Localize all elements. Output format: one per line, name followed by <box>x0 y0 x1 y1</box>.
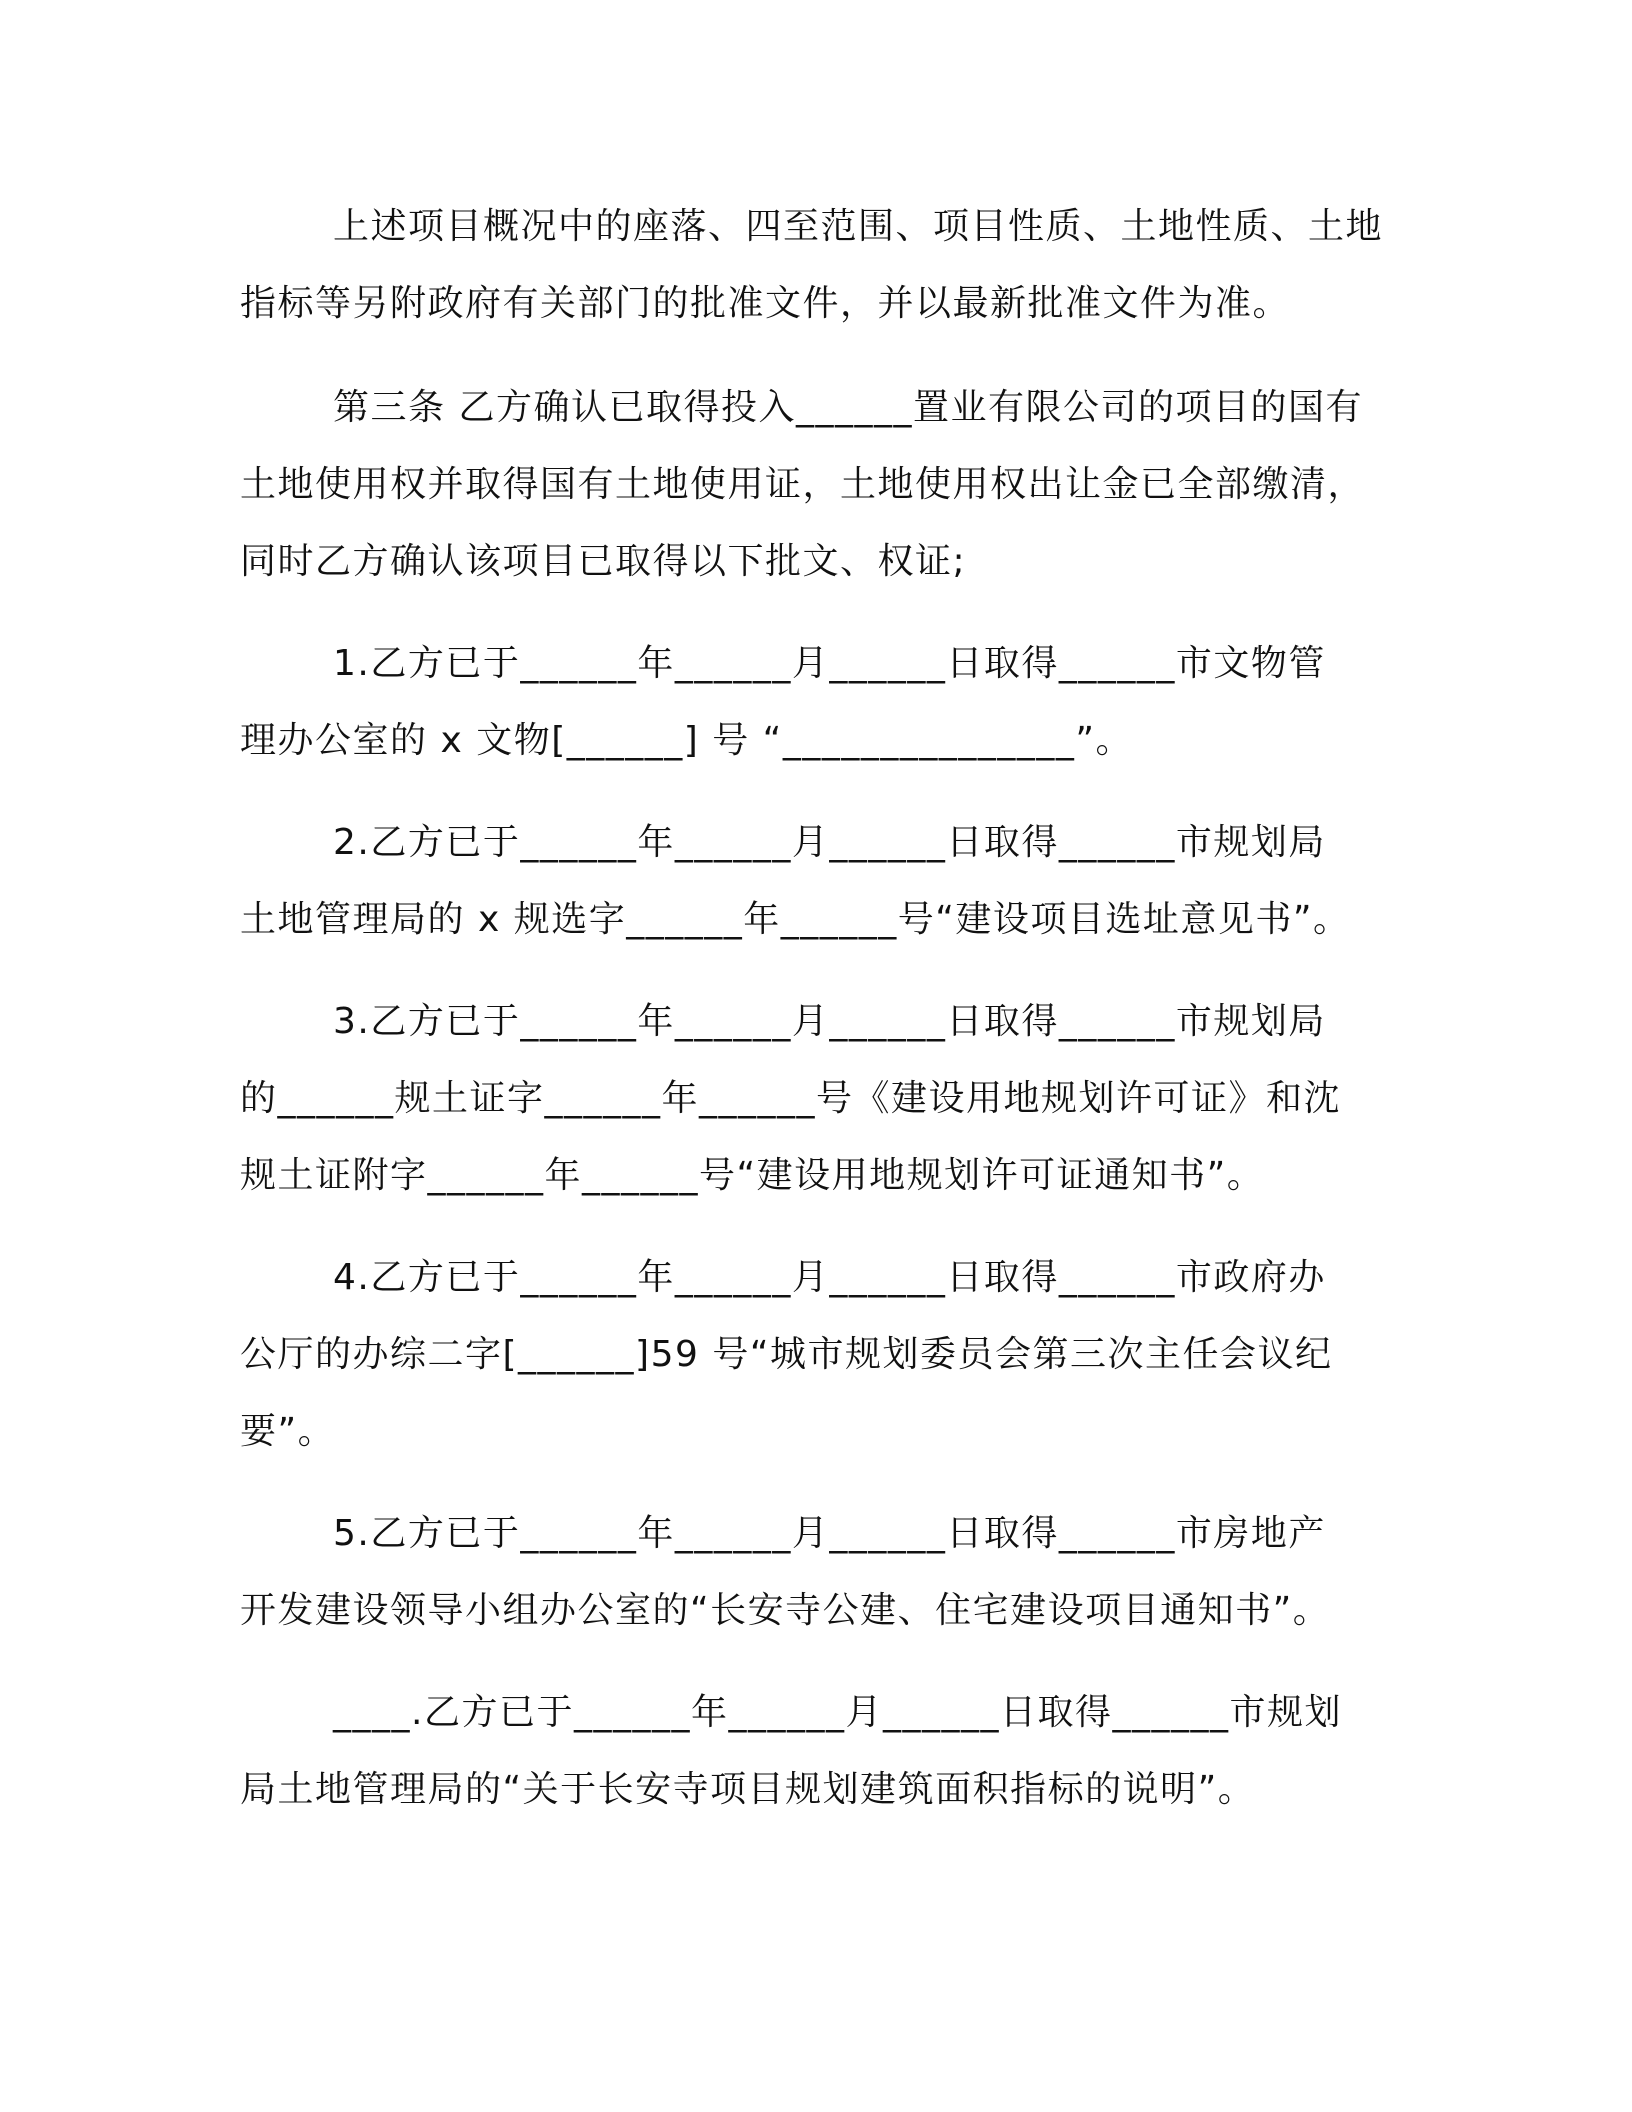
paragraph-item-2 <box>240 804 1370 958</box>
paragraph-item-3 <box>240 983 1370 1214</box>
paragraph-project-overview <box>240 188 1384 342</box>
paragraph-line: 的______规土证字______年______号《建设用地规划许可证》和沈 <box>240 1078 1342 1119</box>
document-page <box>240 188 1384 1828</box>
paragraph-line: 3.乙方已于______年______月______日取得______市规划局 <box>333 1001 1326 1042</box>
paragraph-line: 2.乙方已于______年______月______日取得______市规划局 <box>333 822 1326 863</box>
paragraph-line: 土地管理局的 x 规选字______年______号“建设项目选址意见书”。 <box>240 899 1351 940</box>
paragraph-line: 公厅的办综二字[______]59 号“城市规划委员会第三次主任会议纪 <box>240 1334 1333 1375</box>
paragraph-item-blank <box>240 1674 1370 1828</box>
paragraph-line: 上述项目概况中的座落、四至范围、项目性质、土地性质、土地 <box>333 206 1384 247</box>
paragraph-item-5 <box>240 1495 1370 1649</box>
paragraph-item-4 <box>240 1239 1370 1470</box>
paragraph-line: ____.乙方已于______年______月______日取得______市规划 <box>333 1692 1342 1733</box>
paragraph-line: 理办公室的 x 文物[______] 号 “_______________”。 <box>240 720 1133 761</box>
paragraph-article-3 <box>240 369 1370 600</box>
paragraph-line: 第三条 乙方确认已取得投入______置业有限公司的项目的国有 <box>333 387 1363 428</box>
paragraph-line: 局土地管理局的“关于长安寺项目规划建筑面积指标的说明”。 <box>240 1769 1256 1810</box>
paragraph-line: 1.乙方已于______年______月______日取得______市文物管 <box>333 643 1326 684</box>
paragraph-line: 4.乙方已于______年______月______日取得______市政府办 <box>333 1257 1326 1298</box>
paragraph-line: 5.乙方已于______年______月______日取得______市房地产 <box>333 1513 1326 1554</box>
paragraph-line: 同时乙方确认该项目已取得以下批文、权证; <box>240 541 967 582</box>
paragraph-line: 土地使用权并取得国有土地使用证，土地使用权出让金已全部缴清， <box>240 464 1366 505</box>
paragraph-line: 规土证附字______年______号“建设用地规划许可证通知书”。 <box>240 1155 1265 1196</box>
paragraph-item-1 <box>240 625 1370 779</box>
paragraph-line: 要”。 <box>240 1411 336 1452</box>
paragraph-line: 开发建设领导小组办公室的“长安寺公建、住宅建设项目通知书”。 <box>240 1590 1331 1631</box>
paragraph-line: 指标等另附政府有关部门的批准文件，并以最新批准文件为准。 <box>240 283 1291 324</box>
